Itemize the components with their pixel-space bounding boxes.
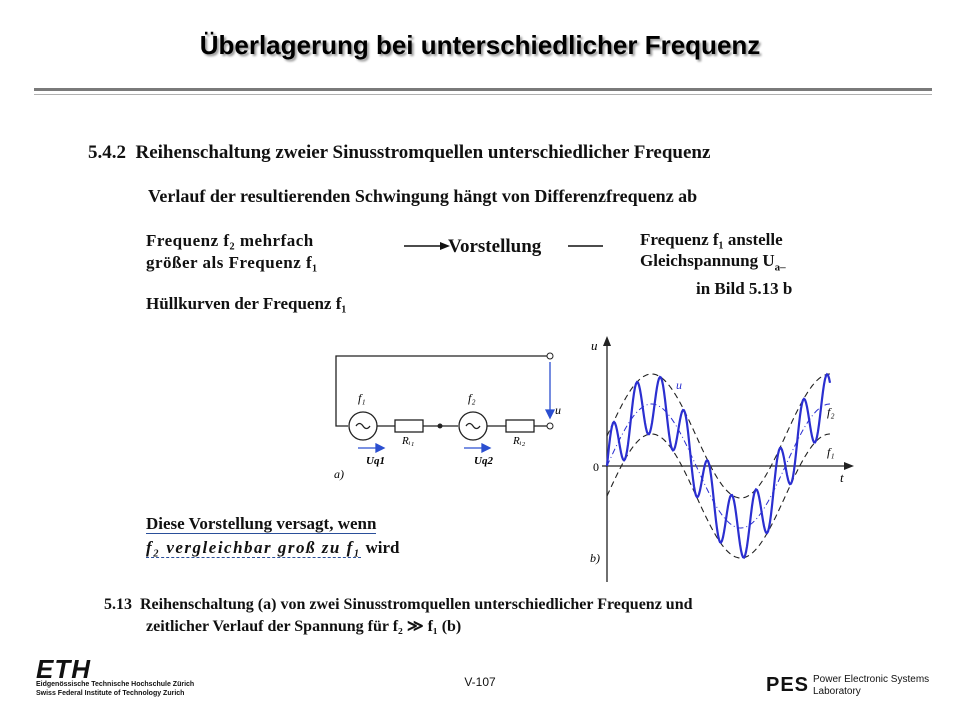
- section-heading: [88, 142, 710, 164]
- figure-caption: [104, 594, 693, 638]
- right-line-1: Frequenz f₁ anstelle: [640, 230, 783, 249]
- circuit-diagram: [328, 340, 573, 490]
- resistor-ri2-symbol: [506, 420, 534, 432]
- right-line-2: Gleichspannung $U_{a-}$: [640, 251, 786, 274]
- page-number: V-107: [464, 675, 496, 689]
- plot-panel-label: b): [590, 551, 600, 565]
- vorstellung-label: Vorstellung: [448, 236, 542, 257]
- resistor-ri1-symbol: [395, 420, 423, 432]
- left-block: [146, 230, 318, 274]
- eth-logo: ETH: [36, 654, 91, 684]
- pes-subtitle: Power Electronic Systems Laboratory: [813, 674, 930, 697]
- circuit-panel-label: a): [334, 467, 344, 481]
- title-rule-thick: [34, 88, 932, 91]
- slide-title: Überlagerung bei unterschiedlicher Frequenz: [199, 30, 761, 60]
- huellkurven-line: Hüllkurven der Frequenz f₁: [146, 294, 347, 313]
- section-number: 5.4.2: [88, 142, 126, 163]
- waveform-plot: [580, 332, 855, 584]
- caption-line-1: 5.13 Reihenschaltung (a) von zwei Sinusstromquellen unterschiedlicher Frequenz und: [104, 596, 693, 613]
- verlauf-line: Verlauf der resultierenden Schwingung hängt von Differenzfrequenz ab: [148, 186, 698, 206]
- circuit-source1-label: f₁: [358, 391, 366, 405]
- plot-curve-label: u: [676, 378, 682, 392]
- circuit-resistor2-label: Rᵢ₂: [513, 435, 526, 447]
- left-line-1: Frequenz f₂ mehrfach: [146, 231, 314, 250]
- left-line-2: größer als Frequenz f₁: [146, 253, 318, 272]
- circuit-voltage2-label: Uq2: [474, 455, 493, 467]
- circuit-output-label: u: [555, 403, 561, 417]
- circuit-source2-label: f₂: [468, 391, 476, 405]
- plot-x-axis-label: t: [840, 470, 844, 485]
- title-rule-thin: [34, 94, 932, 95]
- right-line-3: in Bild 5.13 b: [696, 279, 793, 299]
- circuit-resistor1-label: Rᵢ₁: [402, 435, 415, 447]
- circuit-voltage1-label: Uq1: [366, 455, 385, 467]
- plot-y-axis-label: u: [591, 338, 598, 353]
- eth-subtitle: Eidgenössische Technische Hochschule Zürich Swiss Federal Institute of Technology Zurich: [36, 681, 195, 697]
- plot-f1-label: f₁: [827, 445, 835, 459]
- pes-logo: PES: [766, 674, 810, 696]
- plot-f2-label: f₂: [827, 405, 835, 419]
- diese-line-2: f₂ vergleichbar groß zu f₁ wird: [146, 538, 400, 557]
- diese-line-1: Diese Vorstellung versagt, wenn: [146, 514, 377, 533]
- caption-line-2: zeitlicher Verlauf der Spannung für f₂ ≫ f₁ (b): [146, 618, 462, 635]
- plot-origin-label: 0: [593, 460, 599, 474]
- right-block: [640, 229, 792, 299]
- section-title: Reihenschaltung zweier Sinusstromquellen unterschiedlicher Frequenz: [135, 142, 711, 163]
